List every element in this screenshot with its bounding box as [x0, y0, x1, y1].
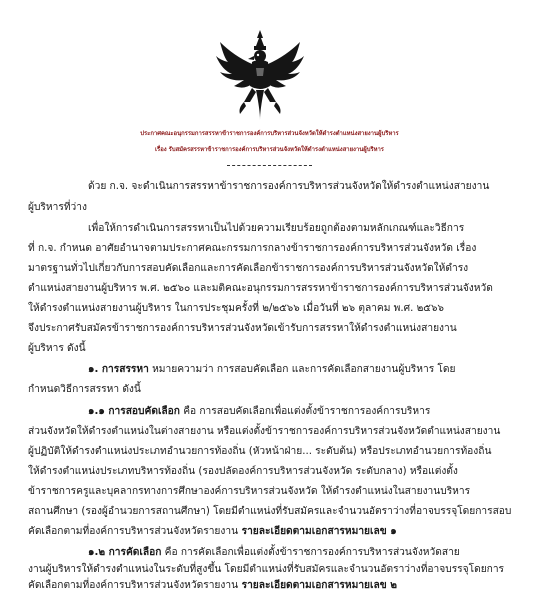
- section-1-1-line-2: ส่วนจังหวัดให้ดำรงตำแหน่งในต่างสายงาน หรือแต่งตั้งข้าราชการองค์การบริหารส่วนจังหวัดตำแหน่งสายงาน: [28, 426, 501, 437]
- paragraph-2-line-4: ตำแหน่งสายงานผู้บริหาร พ.ศ. ๒๕๖๐ และมติคณะอนุกรรมการสรรหาข้าราชการองค์การบริหารส่วนจังหวัด: [28, 283, 493, 294]
- section-1-2-line-3: [28, 579, 397, 593]
- paragraph-1-line-2: ผู้บริหารที่ว่าง: [28, 202, 87, 213]
- section-1-1-line-3: ผู้ปฏิบัติให้ดำรงตำแหน่งประเภทอำนวยการท้องถิ่น (หัวหน้าฝ่าย... ระดับต้น) หรือประเภทอำนวยการท้องถิ่น: [28, 446, 492, 457]
- section-1-2-heading: ๑.๒ การคัดเลือก: [88, 547, 162, 558]
- section-1-line-2: กำหนดวิธีการสรรหา ดังนี้: [28, 384, 141, 395]
- section-1-2-line-1: [88, 546, 460, 560]
- section-1-2-text-end: คัดเลือกตามที่องค์การบริหารส่วนจังหวัดรายงาน: [28, 580, 239, 591]
- section-1-text: หมายความว่า การสอบคัดเลือก และการคัดเลือกสายงานผู้บริหาร โดย: [148, 364, 456, 375]
- announcement-subject: เรื่อง รับสมัครสรรหาข้าราชการองค์การบริหารส่วนจังหวัดให้ดำรงตำแหน่งสายงานผู้บริหาร: [155, 147, 384, 153]
- section-1-1-line-5: ข้าราชการครูและบุคลากรทางการศึกษาองค์การบริหารส่วนจังหวัด ให้ดำรงตำแหน่งในสายงานบริหาร: [28, 486, 471, 497]
- paragraph-2-line-3: มาตรฐานทั่วไปเกี่ยวกับการสอบคัดเลือกและการคัดเลือกข้าราชการองค์การบริหารส่วนจังหวัดให้ดำรง: [28, 263, 469, 274]
- section-1-1-reference: รายละเอียดตามเอกสารหมายเลข ๑: [238, 526, 397, 537]
- section-1-heading: ๑. การสรรหา: [88, 364, 149, 375]
- garuda-emblem-icon: [214, 28, 306, 124]
- section-1-2-line-2: งานผู้บริหารให้ดำรงตำแหน่งในระดับที่สูงขึ้น โดยมีตำแหน่งที่รับสมัครและจำนวนอัตราว่างที่อาจบรรจุโดยการ: [28, 564, 505, 575]
- section-1-1-line-1: [88, 405, 430, 419]
- section-1-1-text: คือ การสอบคัดเลือกเพื่อแต่งตั้งข้าราชการองค์การบริหาร: [179, 406, 431, 417]
- paragraph-2-line-2: ที่ ก.จ. กำหนด อาศัยอำนาจตามประกาศคณะกรรมการกลางข้าราชการองค์การบริหารส่วนจังหวัด เรื่อง: [28, 243, 477, 254]
- paragraph-2-line-1: เพื่อให้การดำเนินการสรรหาเป็นไปด้วยความเรียบร้อยถูกต้องตามหลักเกณฑ์และวิธีการ: [88, 223, 465, 234]
- section-1-line-1: [88, 363, 455, 377]
- paragraph-2-line-7: ผู้บริหาร ดังนี้: [28, 343, 86, 354]
- section-1-2-reference: รายละเอียดตามเอกสารหมายเลข ๒: [238, 580, 397, 591]
- section-1-1-line-6: สถานศึกษา (รองผู้อำนวยการสถานศึกษา) โดยมีตำแหน่งที่รับสมัครและจำนวนอัตราว่างที่อาจบรรจุโดยการสอบ: [28, 506, 512, 517]
- announcement-title: ประกาศคณะอนุกรรมการสรรหาข้าราชการองค์การบริหารส่วนจังหวัดให้ดำรงตำแหน่งสายงานผู้บริหาร: [140, 131, 399, 137]
- section-1-1-line-4: ให้ดำรงตำแหน่งประเภทบริหารท้องถิ่น (รองปลัดองค์การบริหารส่วนจังหวัด ระดับกลาง) หรือแต่งตั้ง: [28, 466, 458, 477]
- section-1-1-line-7: [28, 525, 397, 539]
- section-1-2-text: คือ การคัดเลือกเพื่อแต่งตั้งข้าราชการองค์การบริหารส่วนจังหวัดสาย: [161, 547, 460, 558]
- paragraph-2-line-6: จึงประกาศรับสมัครข้าราชการองค์การบริหารส่วนจังหวัดเข้ารับการสรรหาให้ดำรงตำแหน่งสายงาน: [28, 323, 457, 334]
- section-1-1-text-end: คัดเลือกตามที่องค์การบริหารส่วนจังหวัดรายงาน: [28, 526, 239, 537]
- title-divider: [227, 165, 312, 166]
- paragraph-2-line-5: ให้ดำรงตำแหน่งสายงานผู้บริหาร ในการประชุมครั้งที่ ๒/๒๕๖๖ เมื่อวันที่ ๒๖ ตุลาคม พ.ศ. ๒๕๖๖: [28, 303, 444, 314]
- paragraph-1-line-1: ด้วย ก.จ. จะดำเนินการสรรหาข้าราชการองค์การบริหารส่วนจังหวัดให้ดำรงตำแหน่งสายงาน: [88, 181, 490, 192]
- section-1-1-heading: ๑.๑ การสอบคัดเลือก: [88, 406, 180, 417]
